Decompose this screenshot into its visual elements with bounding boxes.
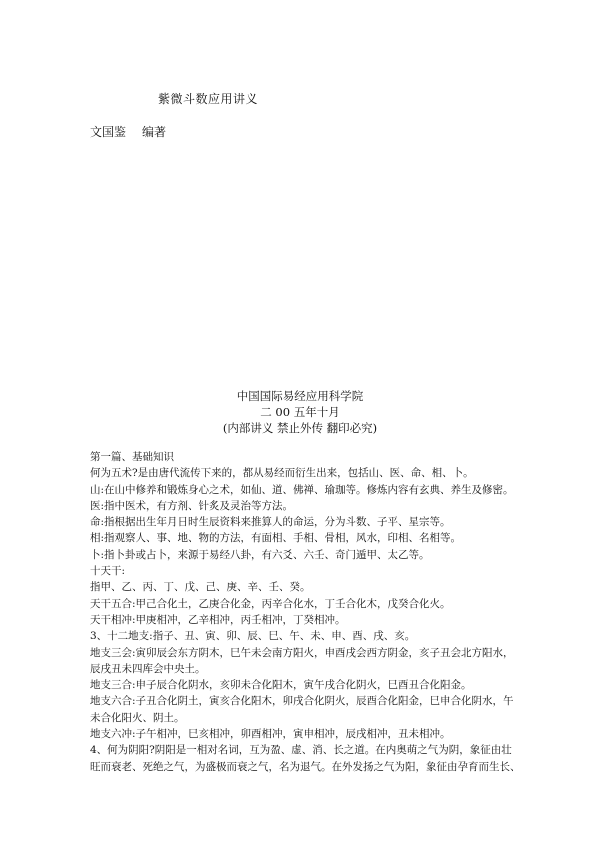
text-line: 山:在山中修养和锻炼身心之术，如仙、道、佛禅、瑜珈等。修炼内容有玄典、养生及修密。 [90, 483, 514, 496]
copyright-notice: (内部讲义 禁止外传 翻印必究) [222, 421, 378, 435]
text-line: 医:指中医术，有方剂、针炙及灵治等方法。 [90, 499, 294, 512]
text-line: 旺而衰老、死绝之气，为盛极而衰之气，名为退气。在外发扬之气为阳，象征由孕育而生长、 [90, 760, 521, 773]
text-line: 3、十二地支:指子、丑、寅、卯、辰、巳、午、未、申、酉、戌、亥。 [90, 630, 416, 643]
publisher-block [150, 388, 450, 436]
author-role: 编著 [142, 125, 167, 139]
subheading: 十天干: [90, 565, 126, 578]
text-line: 地支三合:申子辰合化阴水，亥卯未合化阳木，寅午戌合化阴火，巳酉丑合化阳金。 [90, 679, 472, 692]
institute-name: 中国国际易经应用科学院 [236, 389, 364, 403]
text-line: 未合化阳火、阴土。 [90, 711, 185, 724]
text-line: 相:指观察人、事、地、物的方法，有面相、手相、骨相，风水，印相、名相等。 [90, 532, 462, 545]
text-line: 何为五术?是由唐代流传下来的，都从易经而衍生出来，包括山、医、命、相、卜。 [90, 467, 474, 480]
text-line: 地支六冲:子午相冲，巳亥相冲，卯酉相冲，寅申相冲，辰戌相冲，丑未相冲。 [90, 728, 451, 741]
text-line: 辰戌丑未四库会中央土。 [90, 662, 206, 675]
text-line: 地支六合:子丑合化阴土，寅亥合化阳木，卯戌合化阴火，辰酉合化阳金，巳申合化阴水，午 [90, 695, 514, 708]
text-line: 地支三会:寅卯辰会东方阴木，巳午未会南方阳火，申酉戌会西方阴金，亥子丑会北方阳水， [90, 646, 514, 659]
text-line: 4、何为阴阳?阴阳是一相对名词，互为盈、虚、消、长之道。在内奥萌之气为阴，象征由壮 [90, 744, 512, 757]
publish-date: 二 00 五年十月 [260, 405, 340, 419]
author-line [90, 123, 166, 140]
text-line: 天干相冲:甲庚相冲，乙辛相冲，丙壬相冲，丁癸相冲。 [90, 613, 346, 626]
text-line: 命:指根据出生年月日时生辰资料来推算人的命运，分为斗数、子平、星宗等。 [90, 516, 451, 529]
text-line: 指甲、乙、丙、丁、戊、己、庚、辛、壬、癸。 [90, 581, 311, 594]
body-text [90, 449, 522, 775]
author-name: 文国鉴 [90, 125, 127, 139]
text-line: 卜:指卜卦或占卜，来源于易经八卦，有六爻、六壬、奇门遁甲、太乙等。 [90, 548, 430, 561]
text-line: 天干五合:甲己合化土，乙庚合化金，丙辛合化水，丁壬合化木，戊癸合化火。 [90, 597, 451, 610]
section-heading: 第一篇、基础知识 [90, 451, 174, 463]
document-title: 紫微斗数应用讲义 [158, 92, 259, 106]
